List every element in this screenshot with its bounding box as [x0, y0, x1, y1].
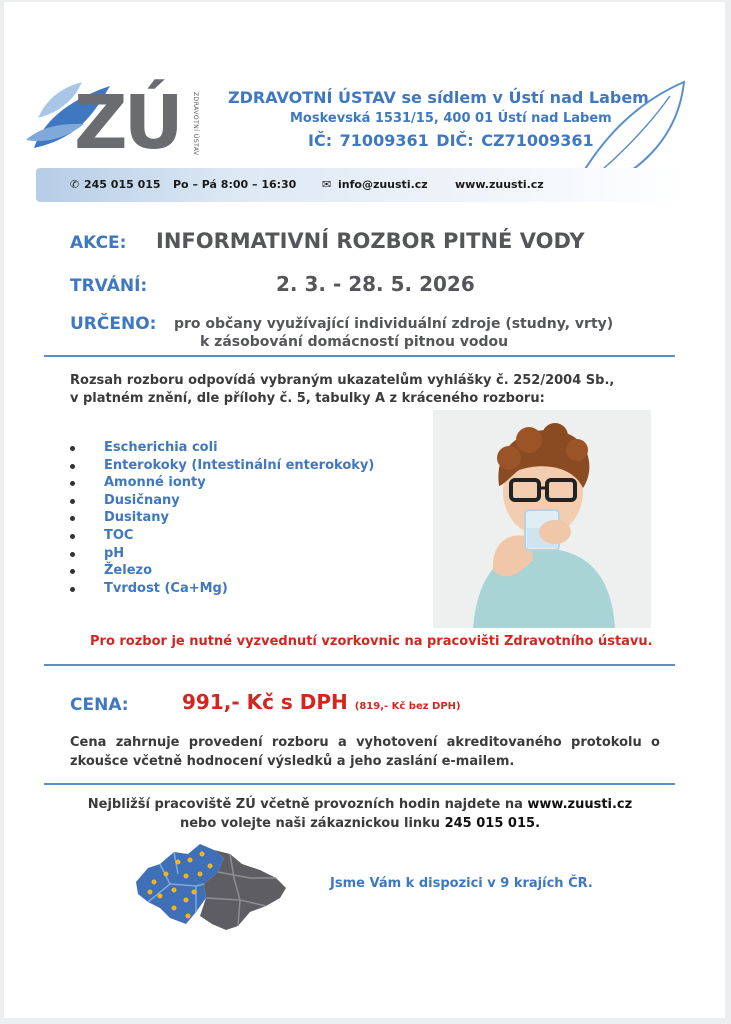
czech-map-icon: [130, 838, 290, 934]
contact-email: info@zuusti.cz: [338, 178, 428, 191]
child-drinking-photo: [433, 410, 651, 628]
scope-line2: v platném znění, dle přílohy č. 5, tabulky A z kráceného rozboru:: [70, 391, 545, 406]
logo-side-text: ZDRAVOTNÍ ÚSTAV: [192, 92, 199, 156]
contact-hours: Po – Pá 8:00 – 16:30: [173, 178, 297, 191]
list-item: Železo: [70, 563, 374, 581]
org-name: ZDRAVOTNÍ ÚSTAV se sídlem v Ústí nad Labem: [228, 88, 649, 107]
footer-line2: [40, 816, 680, 831]
action-label: AKCE:: [70, 233, 127, 253]
phone-icon: ✆: [70, 178, 80, 191]
footer-line2-text: nebo volejte naši zákaznickou linku: [179, 816, 441, 831]
envelope-icon: ✉: [322, 178, 332, 191]
list-item: Tvrdost (Ca+Mg): [70, 581, 374, 599]
list-item: Enterokoky (Intestinální enterokoky): [70, 458, 374, 476]
action-title: INFORMATIVNÍ ROZBOR PITNÉ VODY: [156, 229, 585, 253]
duration-value: 2. 3. - 28. 5. 2026: [276, 272, 475, 296]
intended-line2: k zásobování domácností pitnou vodou: [200, 334, 509, 350]
divider: [44, 355, 675, 357]
intended-label: URČENO:: [70, 314, 157, 334]
contact-phone: 245 015 015: [84, 178, 161, 191]
pickup-note: Pro rozbor je nutné vyzvednutí vzorkovnic na pracovišti Zdravotního ústavu.: [90, 634, 653, 649]
duration-label: TRVÁNÍ:: [70, 276, 148, 296]
org-ids: IČ: 71009361 DIČ: CZ71009361: [308, 131, 594, 150]
parameter-list: [70, 440, 374, 598]
divider: [44, 783, 675, 785]
list-item: Amonné ionty: [70, 475, 374, 493]
logo-text: ZÚ: [74, 80, 180, 166]
scope-line1: Rozsah rozboru odpovídá vybraným ukazatelům vyhlášky č. 252/2004 Sb.,: [70, 373, 615, 388]
divider: [44, 664, 675, 666]
list-item: Dusičnany: [70, 493, 374, 511]
list-item: TOC: [70, 528, 374, 546]
list-item: Escherichia coli: [70, 440, 374, 458]
list-item: pH: [70, 546, 374, 564]
footer-period: .: [535, 816, 541, 831]
price-without-vat: (819,- Kč bez DPH): [354, 701, 461, 712]
org-address: Moskevská 1531/15, 400 01 Ústí nad Labem: [290, 111, 612, 126]
footer-phone: 245 015 015: [444, 816, 536, 831]
availability-text: Jsme Vám k dispozici v 9 krajích ČR.: [330, 876, 593, 891]
intended-line1: pro občany využívající individuální zdroje (studny, vrty): [174, 316, 614, 332]
footer-line1-text: Nejbližší pracoviště ZÚ včetně provozních hodin najdete na: [87, 797, 523, 812]
price-label: CENA:: [70, 695, 129, 715]
price-main: 991,- Kč s DPH: [182, 690, 348, 714]
price-description: Cena zahrnuje provedení rozboru a vyhotovení akreditovaného protokolu o zkoušce včetně hodnocení výsledků a jeho zaslání e-mailem.: [70, 735, 660, 769]
footer-web-link[interactable]: www.zuusti.cz: [527, 797, 633, 812]
footer-line1: [40, 797, 680, 812]
list-item: Dusitany: [70, 510, 374, 528]
contact-web: www.zuusti.cz: [455, 178, 544, 191]
price-value: [182, 690, 461, 714]
